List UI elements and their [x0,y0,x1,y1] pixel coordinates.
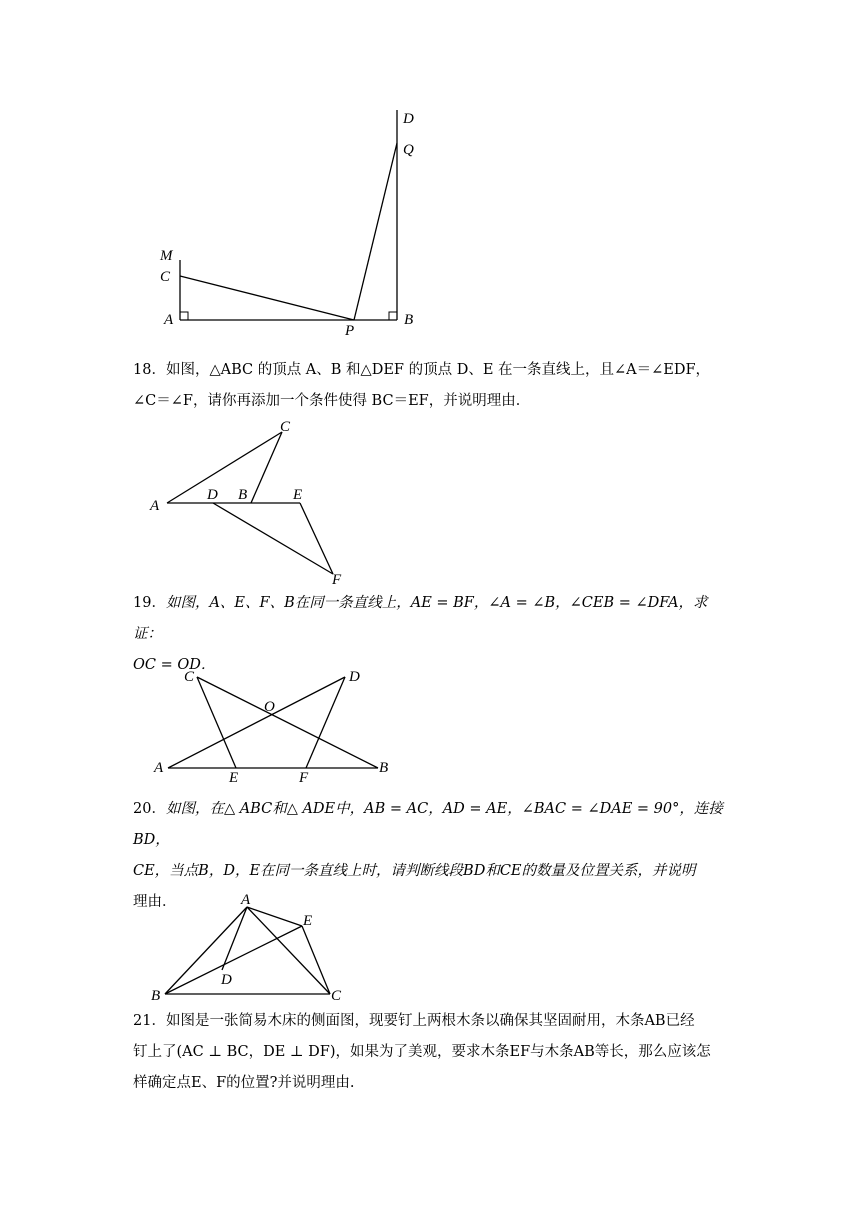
figure-20 [145,890,355,1005]
segment-BC [251,432,282,503]
figure-17 [150,105,430,340]
problem-19-line-2: OC = OD． [133,657,216,673]
label-B: B [379,760,389,776]
label-C: C [331,988,342,1004]
label-F: F [332,572,342,588]
label-D: D [221,972,232,988]
label-A: A [154,760,164,776]
label-Q: Q [403,142,414,158]
segment-AC [167,432,282,503]
label-F: F [299,770,309,786]
segment-CE [197,677,236,768]
label-E: E [303,913,313,929]
figure-18 [145,415,355,590]
segment-CE [302,926,330,994]
segment-CP [180,276,354,320]
label-M: M [160,248,173,264]
segment-AD [222,907,247,970]
label-A: A [241,892,251,908]
label-B: B [151,988,161,1004]
problem-20-line-1: 20．如图，在△ ABC和△ ADE中，AB = AC，AD = AE，∠BAC = ∠DAE = 90°，连接BD， [133,801,723,848]
problem-21 [133,1006,733,1099]
problem-21-line-3: 样确定点E、F的位置?并说明理由. [133,1075,355,1091]
label-E: E [293,487,303,503]
segment-BE [165,926,302,994]
problem-20-line-3: 理由． [133,894,177,910]
label-C: C [280,419,291,435]
segment-DF [306,677,345,768]
segment-AC [247,907,330,994]
segment-PQ [354,143,397,320]
segment-AD [168,677,345,768]
label-D: D [349,669,360,685]
label-B: B [404,312,414,328]
right-angle-mark-A [180,312,188,320]
problem-21-line-1: 21．如图是一张简易木床的侧面图，现要钉上两根木条以确保其坚固耐用，木条AB已经 [133,1013,695,1029]
problem-18 [133,355,733,417]
segment-EF [300,503,333,574]
label-C: C [184,669,195,685]
label-B: B [238,487,248,503]
label-P: P [345,323,355,339]
label-C: C [160,269,171,285]
problem-18-line-2: ∠C＝∠F，请你再添加一个条件使得 BC＝EF，并说明理由． [133,393,531,409]
label-A: A [164,312,174,328]
problem-20-line-2: CE，当点B，D，E在同一条直线上时，请判断线段BD和CE的数量及位置关系，并说明 [133,863,696,879]
label-D: D [207,487,218,503]
segment-DF [213,503,333,574]
label-A: A [150,498,160,514]
segment-AB [165,907,247,994]
problem-18-line-1: 18．如图，△ABC 的顶点 A、B 和△DEF 的顶点 D、E 在一条直线上，且∠A＝∠EDF， [133,362,711,378]
right-angle-mark-B [389,312,397,320]
label-O: O [264,699,275,715]
segment-CB [197,677,378,768]
problem-21-line-2: 钉上了(AC ⊥ BC，DE ⊥ DF)，如果为了美观，要求木条EF与木条AB等长，那么应该怎 [133,1044,711,1060]
problem-19-line-1: 19．如图，A、E、F、B在同一条直线上，AE = BF，∠A = ∠B，∠CEB = ∠DFA，求证： [133,595,708,642]
label-E: E [229,770,239,786]
label-D: D [403,111,414,127]
figure-19 [150,665,400,785]
